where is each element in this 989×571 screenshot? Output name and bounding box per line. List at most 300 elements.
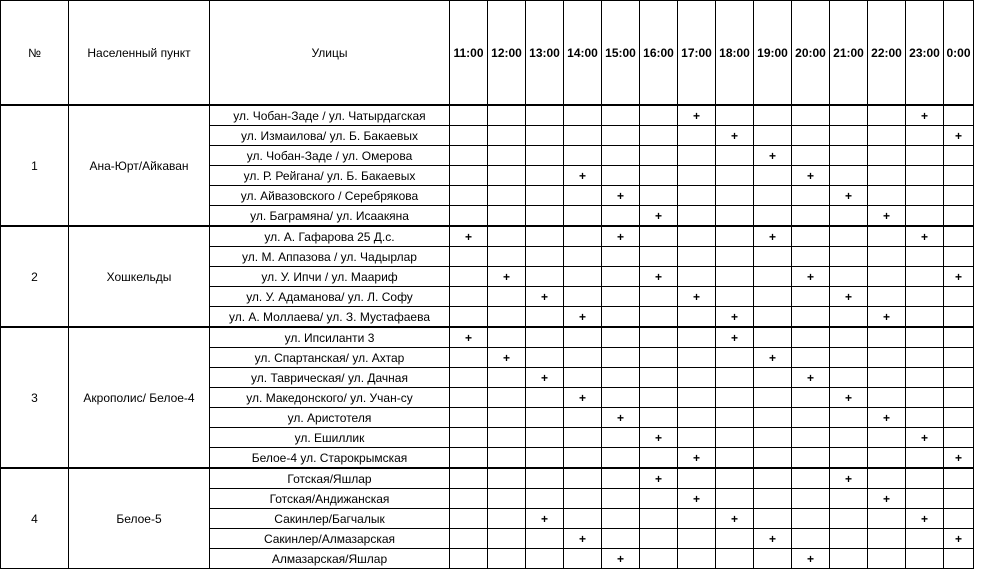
street-name: Алмазарская/Яшлар: [210, 549, 450, 569]
schedule-cell-empty: [754, 267, 792, 287]
schedule-cell-empty: [754, 247, 792, 267]
schedule-cell-empty: [678, 327, 716, 348]
schedule-cell-empty: [488, 448, 526, 469]
schedule-mark: +: [868, 206, 906, 227]
schedule-cell-empty: [830, 206, 868, 227]
schedule-cell-empty: [640, 146, 678, 166]
header-hour: 17:00: [678, 1, 716, 106]
schedule-cell-empty: [830, 226, 868, 247]
schedule-cell-empty: [640, 307, 678, 328]
schedule-cell-empty: [830, 166, 868, 186]
schedule-cell-empty: [754, 428, 792, 448]
schedule-cell-empty: [602, 126, 640, 146]
schedule-cell-empty: [792, 206, 830, 227]
schedule-cell-empty: [754, 126, 792, 146]
schedule-cell-empty: [602, 509, 640, 529]
schedule-cell-empty: [450, 368, 488, 388]
table-row: [1, 105, 974, 126]
schedule-cell-empty: [830, 105, 868, 126]
header-hour: 16:00: [640, 1, 678, 106]
schedule-cell-empty: [716, 388, 754, 408]
street-name: Готская/Яшлар: [210, 468, 450, 489]
schedule-cell-empty: [526, 105, 564, 126]
schedule-cell-empty: [450, 489, 488, 509]
schedule-cell-empty: [678, 509, 716, 529]
schedule-cell-empty: [754, 408, 792, 428]
schedule-cell-empty: [792, 348, 830, 368]
header-settlement: Населенный пункт: [69, 1, 210, 106]
schedule-cell-empty: [640, 166, 678, 186]
schedule-cell-empty: [526, 388, 564, 408]
schedule-cell-empty: [906, 186, 944, 206]
schedule-cell-empty: [906, 489, 944, 509]
schedule-cell-empty: [488, 468, 526, 489]
schedule-body: [1, 105, 974, 569]
schedule-cell-empty: [754, 186, 792, 206]
header-row: [1, 1, 974, 106]
schedule-cell-empty: [602, 489, 640, 509]
schedule-cell-empty: [450, 529, 488, 549]
schedule-cell-empty: [944, 247, 974, 267]
schedule-cell-empty: [564, 408, 602, 428]
street-name: Сакинлер/Алмазарская: [210, 529, 450, 549]
schedule-cell-empty: [792, 105, 830, 126]
schedule-cell-empty: [602, 368, 640, 388]
schedule-mark: +: [678, 287, 716, 307]
schedule-cell-empty: [944, 307, 974, 328]
schedule-cell-empty: [640, 388, 678, 408]
settlement-name: Ана-Юрт/Айкаван: [69, 105, 210, 226]
schedule-cell-empty: [792, 509, 830, 529]
schedule-cell-empty: [716, 489, 754, 509]
schedule-cell-empty: [602, 307, 640, 328]
schedule-cell-empty: [906, 206, 944, 227]
schedule-cell-empty: [450, 448, 488, 469]
schedule-cell-empty: [754, 468, 792, 489]
schedule-mark: +: [678, 489, 716, 509]
schedule-cell-empty: [450, 549, 488, 569]
schedule-cell-empty: [678, 186, 716, 206]
schedule-mark: +: [640, 267, 678, 287]
schedule-cell-empty: [488, 388, 526, 408]
schedule-cell-empty: [526, 348, 564, 368]
schedule-cell-empty: [564, 287, 602, 307]
schedule-cell-empty: [640, 247, 678, 267]
schedule-cell-empty: [792, 226, 830, 247]
schedule-mark: +: [564, 529, 602, 549]
schedule-cell-empty: [830, 448, 868, 469]
street-name: ул. Спартанская/ ул. Ахтар: [210, 348, 450, 368]
schedule-cell-empty: [754, 509, 792, 529]
schedule-cell-empty: [792, 388, 830, 408]
schedule-cell-empty: [678, 428, 716, 448]
schedule-cell-empty: [564, 348, 602, 368]
street-name: Готская/Андижанская: [210, 489, 450, 509]
schedule-cell-empty: [640, 408, 678, 428]
street-name: ул. Баграмяна/ ул. Исаакяна: [210, 206, 450, 227]
settlement-name: Белое-5: [69, 468, 210, 569]
schedule-cell-empty: [564, 468, 602, 489]
schedule-cell-empty: [868, 146, 906, 166]
schedule-cell-empty: [906, 348, 944, 368]
schedule-cell-empty: [450, 509, 488, 529]
schedule-cell-empty: [450, 146, 488, 166]
schedule-mark: +: [868, 408, 906, 428]
schedule-cell-empty: [526, 247, 564, 267]
schedule-cell-empty: [564, 448, 602, 469]
schedule-mark: +: [602, 226, 640, 247]
schedule-cell-empty: [564, 206, 602, 227]
schedule-mark: +: [754, 529, 792, 549]
schedule-cell-empty: [944, 146, 974, 166]
street-name: ул. М. Аппазова / ул. Чадырлар: [210, 247, 450, 267]
schedule-mark: +: [564, 388, 602, 408]
schedule-cell-empty: [602, 468, 640, 489]
table-row: [1, 327, 974, 348]
schedule-cell-empty: [450, 468, 488, 489]
schedule-cell-empty: [944, 468, 974, 489]
schedule-mark: +: [944, 126, 974, 146]
schedule-cell-empty: [754, 166, 792, 186]
schedule-cell-empty: [640, 126, 678, 146]
schedule-cell-empty: [488, 428, 526, 448]
schedule-cell-empty: [868, 186, 906, 206]
group-number: 4: [1, 468, 69, 569]
schedule-mark: +: [450, 327, 488, 348]
header-hour: 18:00: [716, 1, 754, 106]
schedule-cell-empty: [640, 287, 678, 307]
schedule-mark: +: [678, 105, 716, 126]
schedule-cell-empty: [488, 327, 526, 348]
schedule-cell-empty: [944, 226, 974, 247]
schedule-cell-empty: [564, 247, 602, 267]
schedule-mark: +: [868, 307, 906, 328]
schedule-mark: +: [564, 166, 602, 186]
schedule-cell-empty: [868, 549, 906, 569]
schedule-cell-empty: [678, 549, 716, 569]
schedule-cell-empty: [564, 126, 602, 146]
schedule-mark: +: [792, 166, 830, 186]
schedule-cell-empty: [906, 468, 944, 489]
schedule-cell-empty: [488, 126, 526, 146]
header-hour: 19:00: [754, 1, 792, 106]
schedule-mark: +: [564, 307, 602, 328]
schedule-cell-empty: [564, 186, 602, 206]
schedule-cell-empty: [526, 206, 564, 227]
group-number: 1: [1, 105, 69, 226]
schedule-cell-empty: [944, 408, 974, 428]
schedule-cell-empty: [716, 186, 754, 206]
schedule-cell-empty: [526, 489, 564, 509]
schedule-mark: +: [754, 226, 792, 247]
schedule-cell-empty: [564, 267, 602, 287]
table-row: [1, 226, 974, 247]
schedule-cell-empty: [944, 549, 974, 569]
schedule-cell-empty: [526, 307, 564, 328]
street-name: ул. А. Гафарова 25 Д.с.: [210, 226, 450, 247]
schedule-cell-empty: [868, 388, 906, 408]
schedule-cell-empty: [906, 307, 944, 328]
schedule-cell-empty: [792, 408, 830, 428]
street-name: Белое-4 ул. Старокрымская: [210, 448, 450, 469]
schedule-cell-empty: [754, 307, 792, 328]
schedule-cell-empty: [830, 408, 868, 428]
schedule-cell-empty: [488, 408, 526, 428]
header-hour: 11:00: [450, 1, 488, 106]
schedule-cell-empty: [906, 267, 944, 287]
schedule-cell-empty: [792, 186, 830, 206]
schedule-cell-empty: [906, 146, 944, 166]
schedule-cell-empty: [868, 105, 906, 126]
schedule-cell-empty: [488, 206, 526, 227]
schedule-cell-empty: [640, 549, 678, 569]
schedule-cell-empty: [944, 388, 974, 408]
schedule-cell-empty: [488, 368, 526, 388]
settlement-name: Хошкельды: [69, 226, 210, 327]
schedule-cell-empty: [830, 428, 868, 448]
schedule-cell-empty: [450, 126, 488, 146]
schedule-cell-empty: [526, 186, 564, 206]
schedule-mark: +: [754, 146, 792, 166]
schedule-cell-empty: [678, 368, 716, 388]
street-name: ул. Р. Рейгана/ ул. Б. Бакаевых: [210, 166, 450, 186]
schedule-cell-empty: [868, 468, 906, 489]
schedule-cell-empty: [526, 408, 564, 428]
schedule-cell-empty: [868, 448, 906, 469]
schedule-cell-empty: [792, 428, 830, 448]
schedule-cell-empty: [564, 146, 602, 166]
schedule-cell-empty: [450, 186, 488, 206]
header-hour: 21:00: [830, 1, 868, 106]
schedule-cell-empty: [792, 327, 830, 348]
schedule-cell-empty: [564, 549, 602, 569]
schedule-cell-empty: [716, 146, 754, 166]
schedule-cell-empty: [944, 489, 974, 509]
schedule-cell-empty: [678, 388, 716, 408]
schedule-cell-empty: [906, 408, 944, 428]
schedule-cell-empty: [716, 529, 754, 549]
schedule-cell-empty: [754, 206, 792, 227]
schedule-cell-empty: [868, 226, 906, 247]
schedule-mark: +: [754, 348, 792, 368]
schedule-cell-empty: [906, 247, 944, 267]
schedule-cell-empty: [944, 368, 974, 388]
schedule-cell-empty: [716, 408, 754, 428]
schedule-cell-empty: [830, 247, 868, 267]
schedule-cell-empty: [602, 327, 640, 348]
schedule-cell-empty: [830, 529, 868, 549]
schedule-mark: +: [906, 226, 944, 247]
schedule-cell-empty: [716, 549, 754, 569]
schedule-cell-empty: [754, 368, 792, 388]
schedule-cell-empty: [830, 267, 868, 287]
schedule-cell-empty: [678, 348, 716, 368]
schedule-cell-empty: [640, 348, 678, 368]
schedule-cell-empty: [944, 287, 974, 307]
schedule-cell-empty: [488, 287, 526, 307]
schedule-cell-empty: [564, 368, 602, 388]
schedule-cell-empty: [602, 287, 640, 307]
schedule-cell-empty: [716, 206, 754, 227]
schedule-cell-empty: [716, 368, 754, 388]
schedule-cell-empty: [792, 468, 830, 489]
schedule-cell-empty: [450, 348, 488, 368]
schedule-cell-empty: [868, 247, 906, 267]
schedule-cell-empty: [792, 489, 830, 509]
schedule-cell-empty: [792, 146, 830, 166]
schedule-cell-empty: [678, 226, 716, 247]
schedule-mark: +: [602, 408, 640, 428]
schedule-cell-empty: [944, 348, 974, 368]
schedule-cell-empty: [602, 105, 640, 126]
schedule-cell-empty: [716, 348, 754, 368]
schedule-cell-empty: [640, 368, 678, 388]
header-hour: 0:00: [944, 1, 974, 106]
schedule-cell-empty: [754, 105, 792, 126]
schedule-mark: +: [526, 368, 564, 388]
schedule-cell-empty: [564, 489, 602, 509]
schedule-cell-empty: [526, 428, 564, 448]
schedule-mark: +: [640, 428, 678, 448]
schedule-cell-empty: [488, 509, 526, 529]
schedule-mark: +: [678, 448, 716, 469]
schedule-cell-empty: [450, 206, 488, 227]
schedule-cell-empty: [640, 186, 678, 206]
header-hour: 23:00: [906, 1, 944, 106]
schedule-cell-empty: [450, 307, 488, 328]
schedule-cell-empty: [716, 287, 754, 307]
schedule-cell-empty: [792, 529, 830, 549]
schedule-cell-empty: [488, 247, 526, 267]
schedule-cell-empty: [640, 327, 678, 348]
schedule-cell-empty: [716, 267, 754, 287]
schedule-cell-empty: [754, 327, 792, 348]
schedule-cell-empty: [526, 549, 564, 569]
schedule-cell-empty: [792, 287, 830, 307]
schedule-cell-empty: [450, 105, 488, 126]
schedule-cell-empty: [716, 226, 754, 247]
table-row: [1, 468, 974, 489]
schedule-cell-empty: [602, 267, 640, 287]
schedule-mark: +: [488, 348, 526, 368]
header-num: №: [1, 1, 69, 106]
schedule-cell-empty: [906, 529, 944, 549]
street-name: ул. Чобан-Заде / ул. Омерова: [210, 146, 450, 166]
schedule-cell-empty: [830, 489, 868, 509]
schedule-mark: +: [602, 186, 640, 206]
schedule-cell-empty: [906, 388, 944, 408]
schedule-cell-empty: [830, 307, 868, 328]
schedule-cell-empty: [754, 388, 792, 408]
schedule-cell-empty: [488, 186, 526, 206]
schedule-cell-empty: [678, 146, 716, 166]
schedule-cell-empty: [678, 468, 716, 489]
header-hour: 22:00: [868, 1, 906, 106]
schedule-cell-empty: [488, 146, 526, 166]
schedule-cell-empty: [678, 247, 716, 267]
schedule-cell-empty: [526, 166, 564, 186]
schedule-cell-empty: [944, 166, 974, 186]
schedule-cell-empty: [944, 327, 974, 348]
schedule-cell-empty: [526, 226, 564, 247]
street-name: ул. Чобан-Заде / ул. Чатырдагская: [210, 105, 450, 126]
schedule-cell-empty: [640, 226, 678, 247]
schedule-cell-empty: [488, 166, 526, 186]
schedule-cell-empty: [678, 307, 716, 328]
schedule-mark: +: [830, 186, 868, 206]
schedule-cell-empty: [450, 247, 488, 267]
schedule-cell-empty: [602, 428, 640, 448]
schedule-mark: +: [716, 509, 754, 529]
schedule-cell-empty: [868, 126, 906, 146]
schedule-mark: +: [640, 206, 678, 227]
schedule-cell-empty: [944, 186, 974, 206]
schedule-cell-empty: [716, 166, 754, 186]
schedule-cell-empty: [602, 247, 640, 267]
header-hour: 15:00: [602, 1, 640, 106]
schedule-cell-empty: [526, 327, 564, 348]
group-number: 3: [1, 327, 69, 468]
schedule-mark: +: [906, 509, 944, 529]
schedule-cell-empty: [944, 509, 974, 529]
header-hour: 12:00: [488, 1, 526, 106]
schedule-mark: +: [792, 368, 830, 388]
schedule-cell-empty: [602, 166, 640, 186]
schedule-cell-empty: [450, 388, 488, 408]
schedule-mark: +: [792, 549, 830, 569]
schedule-cell-empty: [640, 448, 678, 469]
schedule-cell-empty: [868, 287, 906, 307]
schedule-cell-empty: [868, 368, 906, 388]
schedule-mark: +: [944, 529, 974, 549]
schedule-cell-empty: [602, 388, 640, 408]
schedule-cell-empty: [944, 105, 974, 126]
schedule-cell-empty: [944, 206, 974, 227]
schedule-cell-empty: [526, 529, 564, 549]
schedule-cell-empty: [678, 529, 716, 549]
header-hour: 13:00: [526, 1, 564, 106]
schedule-cell-empty: [602, 529, 640, 549]
schedule-cell-empty: [602, 206, 640, 227]
schedule-cell-empty: [450, 408, 488, 428]
schedule-cell-empty: [830, 126, 868, 146]
schedule-cell-empty: [754, 489, 792, 509]
schedule-cell-empty: [678, 166, 716, 186]
schedule-cell-empty: [488, 529, 526, 549]
schedule-cell-empty: [526, 146, 564, 166]
schedule-cell-empty: [488, 105, 526, 126]
schedule-cell-empty: [450, 166, 488, 186]
schedule-mark: +: [830, 287, 868, 307]
schedule-cell-empty: [754, 448, 792, 469]
schedule-mark: +: [830, 388, 868, 408]
schedule-cell-empty: [754, 549, 792, 569]
schedule-cell-empty: [906, 448, 944, 469]
schedule-cell-empty: [564, 428, 602, 448]
street-name: ул. Айвазовского / Серебрякова: [210, 186, 450, 206]
schedule-cell-empty: [906, 368, 944, 388]
schedule-cell-empty: [716, 247, 754, 267]
schedule-cell-empty: [906, 549, 944, 569]
schedule-cell-empty: [868, 509, 906, 529]
schedule-cell-empty: [488, 226, 526, 247]
schedule-cell-empty: [792, 307, 830, 328]
schedule-cell-empty: [868, 428, 906, 448]
schedule-mark: +: [526, 509, 564, 529]
schedule-cell-empty: [868, 327, 906, 348]
schedule-cell-empty: [526, 126, 564, 146]
schedule-cell-empty: [564, 509, 602, 529]
